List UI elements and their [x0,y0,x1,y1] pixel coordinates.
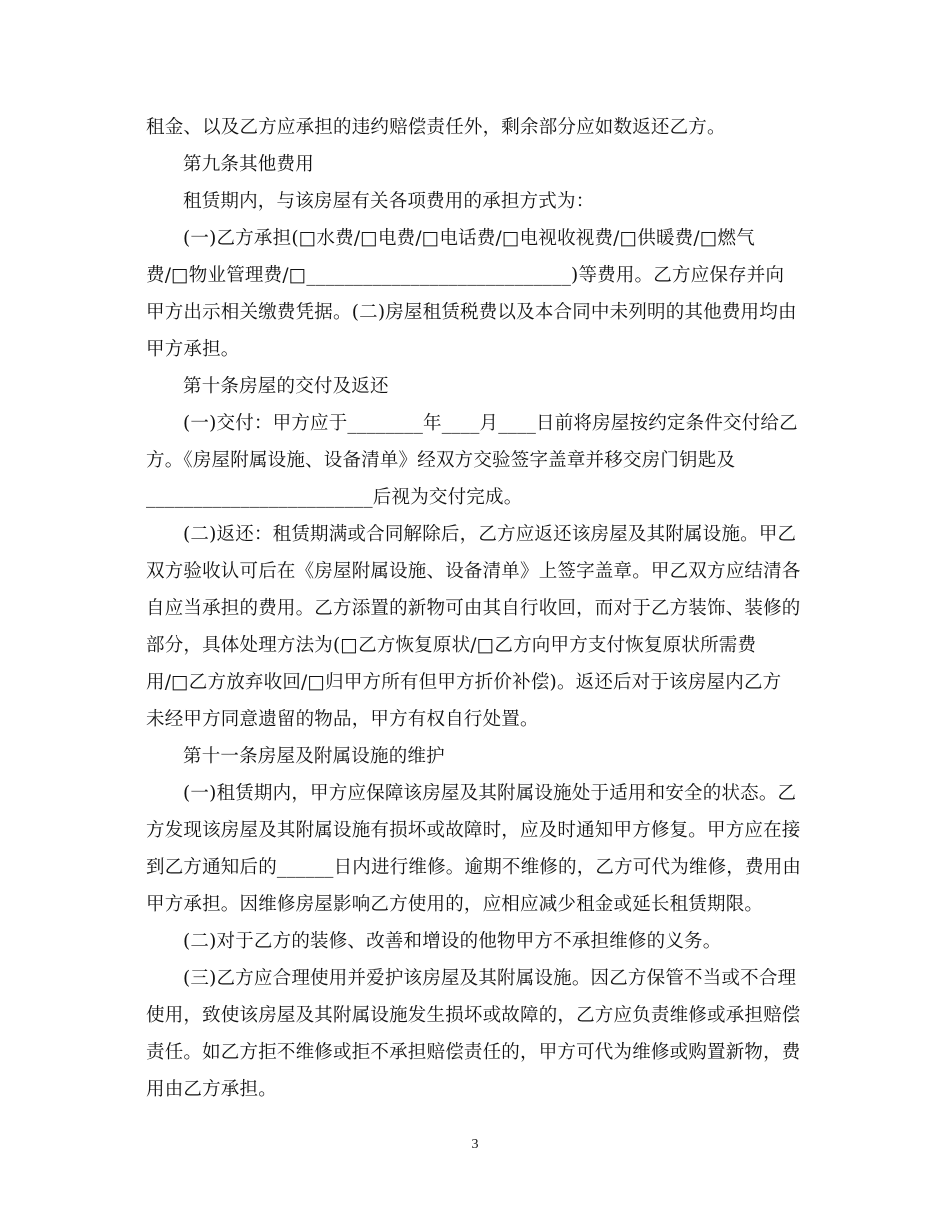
text-line: 方。《房屋附属设施、设备清单》经双方交验签字盖章并移交房门钥匙及 [146,450,736,471]
text-line: 甲方出示相关缴费凭据。(二)房屋租赁税费以及本合同中未列明的其他费用均由 [146,302,797,323]
section-heading: 第十条房屋的交付及返还 [183,376,389,397]
text-line: (二)返还：租赁期满或合同解除后，乙方应返还该房屋及其附属设施。甲乙 [183,524,797,545]
text-line: 租赁期内，与该房屋有关各项费用的承担方式为： [183,191,595,212]
page-number: 3 [471,1137,479,1152]
text-line: 甲方承担。因维修房屋影响乙方使用的，应相应减少租金或延长租赁期限。 [146,894,764,915]
text-line: (一)交付：甲方应于________年____月____日前将房屋按约定条件交付给乙 [183,413,798,434]
text-line: 自应当承担的费用。乙方添置的新物可由其自行收回，而对于乙方装饰、装修的 [146,598,801,619]
section-heading: 第九条其他费用 [183,154,314,175]
text-line: 费/□物业管理费/□____________________________)等费用。乙方应保存并向 [146,265,785,286]
section-heading: 第十一条房屋及附属设施的维护 [183,746,445,767]
text-line: 用由乙方承担。 [146,1079,277,1100]
text-line: 用/□乙方放弃收回/□归甲方所有但甲方折价补偿)。返还后对于该房屋内乙方 [146,672,782,693]
text-line: (一)租赁期内，甲方应保障该房屋及其附属设施处于适用和安全的状态。乙 [183,783,797,804]
text-line: 双方验收认可后在《房屋附属设施、设备清单》上签字盖章。甲乙双方应结清各 [146,561,801,582]
text-line: (三)乙方应合理使用并爱护该房屋及其附属设施。因乙方保管不当或不合理 [183,968,797,989]
text-line: 租金、以及乙方应承担的违约赔偿责任外，剩余部分应如数返还乙方。 [146,117,726,138]
text-line: ________________________后视为交付完成。 [146,487,523,508]
text-line: (一)乙方承担(□水费/□电费/□电话费/□电视收视费/□供暖费/□燃气 [183,228,755,249]
text-line: 部分，具体处理方法为(□乙方恢复原状/□乙方向甲方支付恢复原状所需费 [146,635,757,656]
text-line: 到乙方通知后的______日内进行维修。逾期不维修的，乙方可代为维修，费用由 [146,857,802,878]
text-line: 甲方承担。 [146,339,240,360]
text-line: (二)对于乙方的装修、改善和增设的他物甲方不承担维修的义务。 [183,931,722,952]
text-line: 使用，致使该房屋及其附属设施发生损坏或故障的，乙方应负责维修或承担赔偿 [146,1005,801,1026]
text-line: 责任。如乙方拒不维修或拒不承担赔偿责任的，甲方可代为维修或购置新物，费 [146,1042,801,1063]
text-line: 方发现该房屋及其附属设施有损坏或故障时，应及时通知甲方修复。甲方应在接 [146,820,801,841]
text-line: 未经甲方同意遗留的物品，甲方有权自行处置。 [146,709,539,730]
